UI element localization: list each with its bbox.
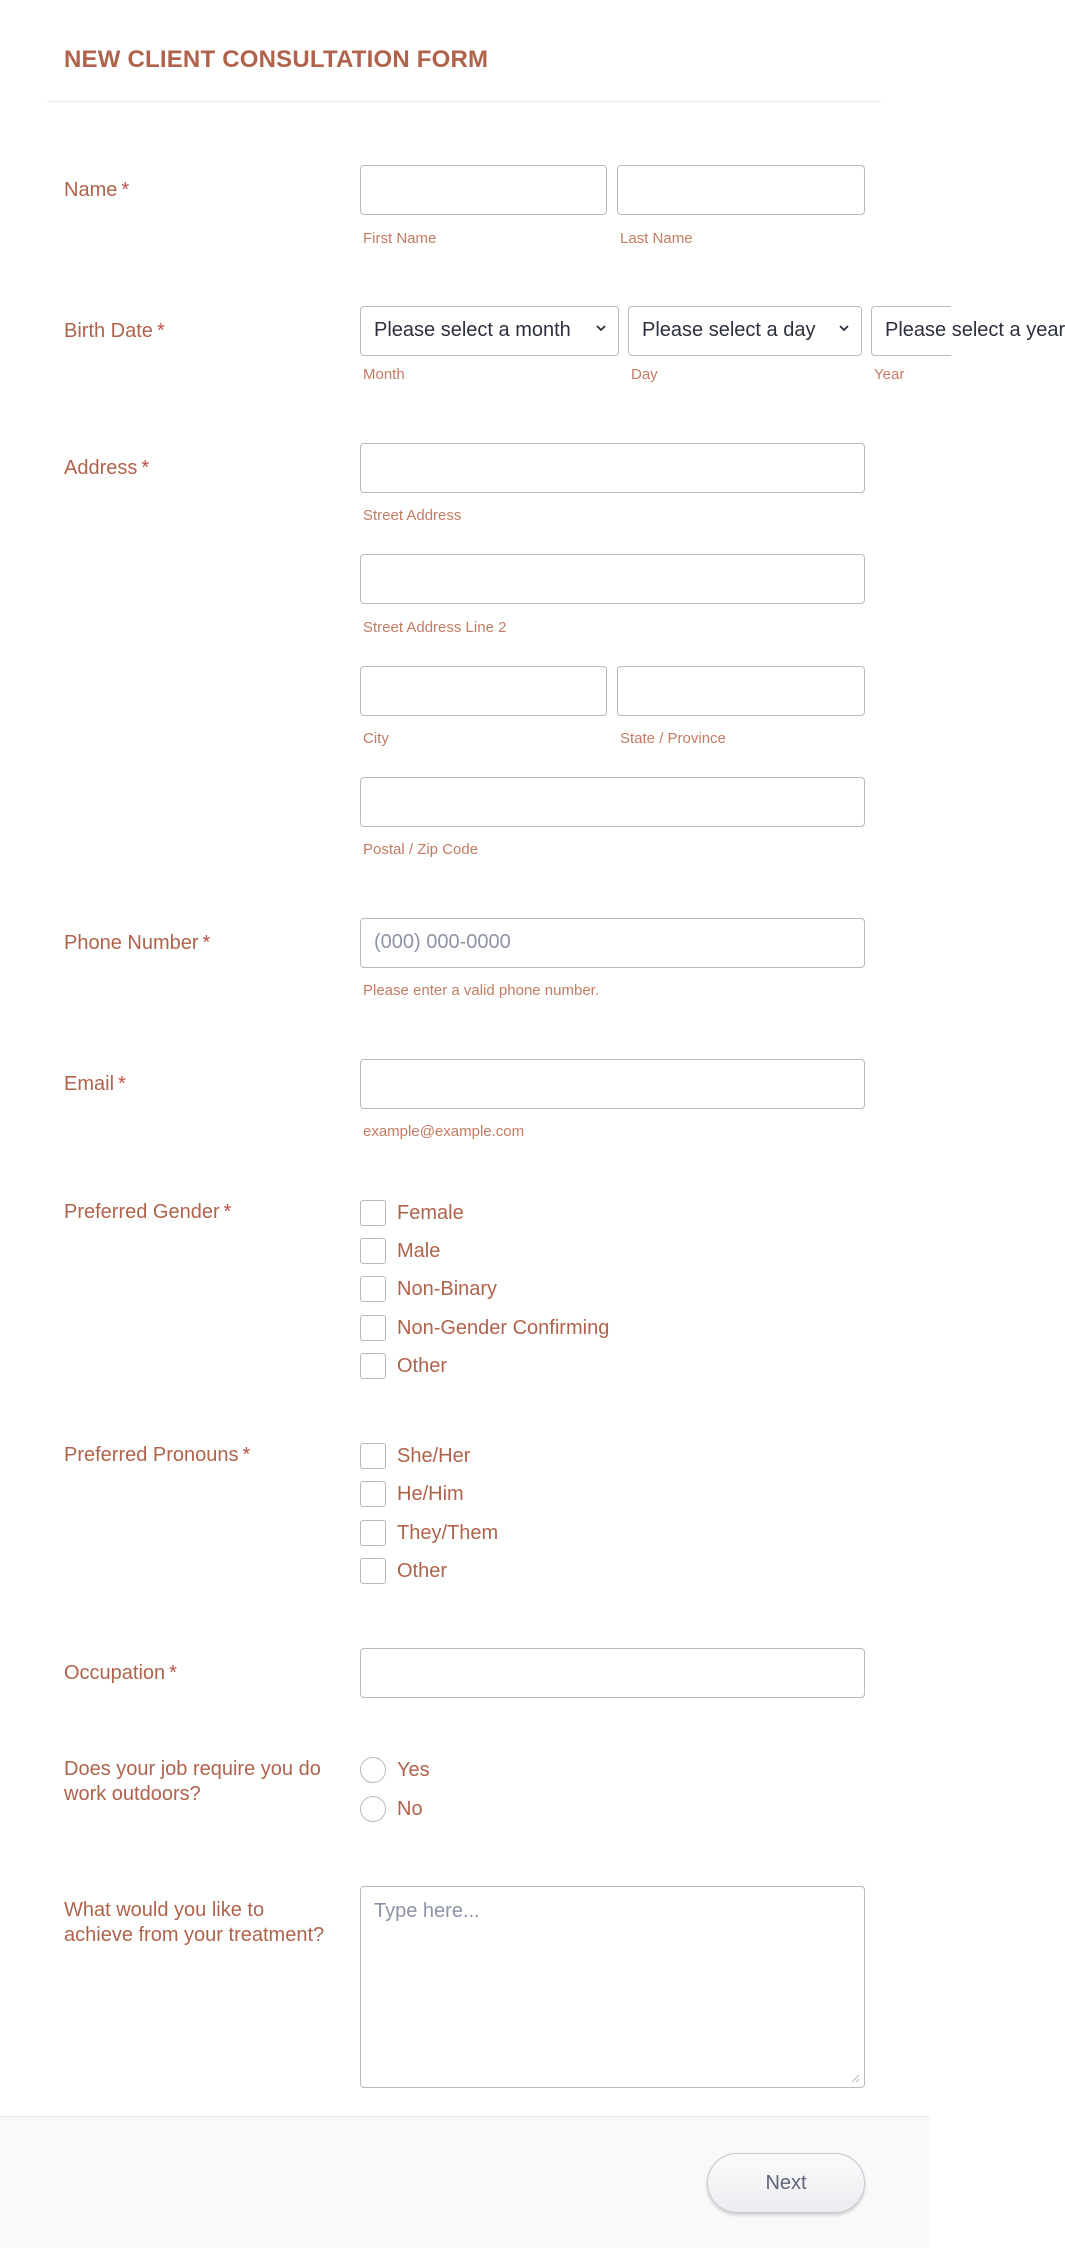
- gender-label: Preferred Gender *: [64, 1201, 232, 1223]
- pronoun-option-other[interactable]: Other: [360, 1557, 447, 1585]
- checkbox[interactable]: [360, 1481, 386, 1507]
- required-marker: *: [118, 1073, 126, 1095]
- checkbox[interactable]: [360, 1276, 386, 1302]
- treatment-placeholder: Type here...: [374, 1900, 480, 1922]
- chevron-down-icon: [594, 321, 608, 335]
- occupation-label: Occupation *: [64, 1662, 177, 1684]
- day-select[interactable]: Please select a day: [628, 306, 862, 356]
- name-label: Name *: [64, 179, 130, 201]
- pronoun-option-he-him[interactable]: He/Him: [360, 1480, 464, 1508]
- city-sublabel: City: [363, 730, 389, 747]
- pronoun-option-they-them[interactable]: They/Them: [360, 1519, 498, 1547]
- chevron-down-icon: [837, 321, 851, 335]
- month-sublabel: Month: [363, 366, 405, 383]
- phone-placeholder: (000) 000-0000: [374, 931, 511, 953]
- zip-input[interactable]: [360, 777, 865, 827]
- required-marker: *: [169, 1662, 177, 1684]
- email-label: Email *: [64, 1073, 126, 1095]
- gender-option-non-binary[interactable]: Non-Binary: [360, 1275, 497, 1303]
- phone-input[interactable]: [360, 918, 865, 968]
- required-marker: *: [242, 1444, 251, 1466]
- phone-label: Phone Number *: [64, 932, 211, 954]
- email-input[interactable]: [360, 1059, 865, 1109]
- year-select[interactable]: Please select a year: [871, 306, 951, 356]
- checkbox[interactable]: [360, 1315, 386, 1341]
- last-name-input[interactable]: [617, 165, 865, 215]
- checkbox[interactable]: [360, 1558, 386, 1584]
- first-name-input[interactable]: [360, 165, 607, 215]
- required-marker: *: [223, 1201, 232, 1223]
- required-marker: *: [202, 932, 211, 954]
- radio-button[interactable]: [360, 1757, 386, 1783]
- month-select[interactable]: Please select a month: [360, 306, 619, 356]
- next-button[interactable]: Next: [707, 2153, 865, 2213]
- checkbox[interactable]: [360, 1353, 386, 1379]
- street-address-2-input[interactable]: [360, 554, 865, 604]
- day-sublabel: Day: [631, 366, 658, 383]
- occupation-input[interactable]: [360, 1648, 865, 1698]
- phone-hint: Please enter a valid phone number.: [363, 982, 599, 999]
- pronouns-label: Preferred Pronouns *: [64, 1444, 251, 1466]
- outdoors-option-yes[interactable]: Yes: [360, 1756, 430, 1784]
- form-header: [46, 0, 882, 102]
- required-marker: *: [141, 457, 150, 479]
- gender-option-male[interactable]: Male: [360, 1237, 440, 1265]
- outdoors-label: Does your job require you do work outdoors?: [64, 1758, 321, 1805]
- checkbox[interactable]: [360, 1238, 386, 1264]
- last-name-sublabel: Last Name: [620, 230, 693, 247]
- city-input[interactable]: [360, 666, 607, 716]
- pronoun-option-she-her[interactable]: She/Her: [360, 1442, 470, 1470]
- state-input[interactable]: [617, 666, 865, 716]
- street-address-sublabel: Street Address: [363, 507, 462, 524]
- year-sublabel: Year: [874, 366, 905, 383]
- gender-option-female[interactable]: Female: [360, 1199, 464, 1227]
- address-label: Address *: [64, 457, 150, 479]
- page-title: NEW CLIENT CONSULTATION FORM: [64, 46, 489, 73]
- treatment-label: What would you like to achieve from your treatment?: [64, 1899, 325, 1946]
- email-hint: example@example.com: [363, 1123, 525, 1140]
- outdoors-option-no[interactable]: No: [360, 1795, 423, 1823]
- street-address-2-sublabel: Street Address Line 2: [363, 619, 507, 636]
- state-sublabel: State / Province: [620, 730, 726, 747]
- street-address-input[interactable]: [360, 443, 865, 493]
- radio-button[interactable]: [360, 1796, 386, 1822]
- treatment-textarea[interactable]: [360, 1886, 865, 2088]
- checkbox[interactable]: [360, 1200, 386, 1226]
- gender-option-non-gender-confirming[interactable]: Non-Gender Confirming: [360, 1314, 609, 1342]
- resize-handle-icon[interactable]: [850, 2073, 860, 2083]
- first-name-sublabel: First Name: [363, 230, 437, 247]
- birth-date-label: Birth Date *: [64, 320, 165, 342]
- gender-option-other[interactable]: Other: [360, 1352, 447, 1380]
- zip-sublabel: Postal / Zip Code: [363, 841, 479, 858]
- required-marker: *: [121, 179, 130, 201]
- required-marker: *: [156, 320, 165, 342]
- checkbox[interactable]: [360, 1443, 386, 1469]
- checkbox[interactable]: [360, 1520, 386, 1546]
